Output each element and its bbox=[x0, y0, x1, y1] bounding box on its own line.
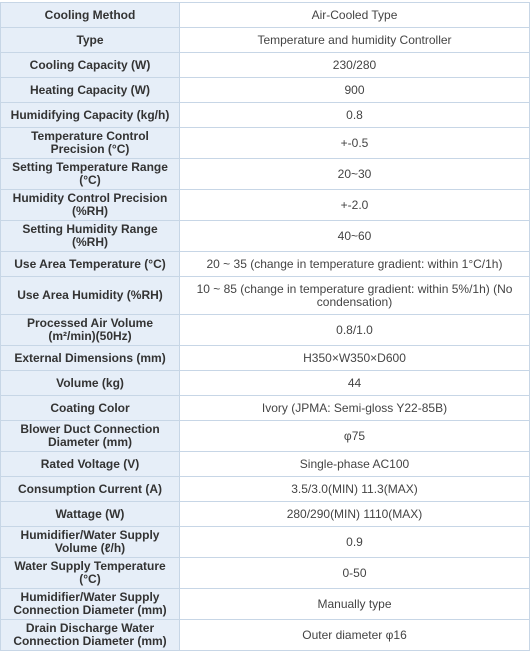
table-row bbox=[1, 421, 530, 452]
table-row bbox=[1, 620, 530, 651]
table-row bbox=[1, 315, 530, 346]
table-row bbox=[1, 103, 530, 128]
spec-label: External Dimensions (mm) bbox=[1, 346, 180, 371]
spec-value: +-2.0 bbox=[180, 190, 530, 221]
table-row bbox=[1, 128, 530, 159]
spec-value: 230/280 bbox=[180, 53, 530, 78]
spec-label: Heating Capacity (W) bbox=[1, 78, 180, 103]
spec-value: 20 ~ 35 (change in temperature gradient: within 1°C/1h) bbox=[180, 252, 530, 277]
table-row bbox=[1, 221, 530, 252]
spec-value: Outer diameter φ16 bbox=[180, 620, 530, 651]
spec-label: Cooling Capacity (W) bbox=[1, 53, 180, 78]
spec-table bbox=[0, 2, 530, 651]
spec-value: 0.9 bbox=[180, 527, 530, 558]
table-row bbox=[1, 371, 530, 396]
table-row bbox=[1, 502, 530, 527]
spec-label: Water Supply Temperature (°C) bbox=[1, 558, 180, 589]
spec-label: Humidifier/Water Supply Volume (ℓ/h) bbox=[1, 527, 180, 558]
spec-label: Consumption Current (A) bbox=[1, 477, 180, 502]
table-row bbox=[1, 190, 530, 221]
spec-label: Wattage (W) bbox=[1, 502, 180, 527]
spec-value: 44 bbox=[180, 371, 530, 396]
spec-label: Coating Color bbox=[1, 396, 180, 421]
table-row bbox=[1, 477, 530, 502]
table-row bbox=[1, 159, 530, 190]
table-row bbox=[1, 53, 530, 78]
spec-label: Humidifying Capacity (kg/h) bbox=[1, 103, 180, 128]
spec-value: 20~30 bbox=[180, 159, 530, 190]
spec-value: Manually type bbox=[180, 589, 530, 620]
spec-value: 0-50 bbox=[180, 558, 530, 589]
table-row bbox=[1, 28, 530, 53]
spec-label: Cooling Method bbox=[1, 3, 180, 28]
table-row bbox=[1, 452, 530, 477]
spec-label: Humidity Control Precision (%RH) bbox=[1, 190, 180, 221]
spec-value: 900 bbox=[180, 78, 530, 103]
spec-value: φ75 bbox=[180, 421, 530, 452]
table-row bbox=[1, 346, 530, 371]
spec-value: Single-phase AC100 bbox=[180, 452, 530, 477]
spec-value: H350×W350×D600 bbox=[180, 346, 530, 371]
spec-label: Setting Temperature Range (°C) bbox=[1, 159, 180, 190]
table-row bbox=[1, 3, 530, 28]
table-row bbox=[1, 527, 530, 558]
spec-label: Temperature Control Precision (°C) bbox=[1, 128, 180, 159]
spec-value: 0.8 bbox=[180, 103, 530, 128]
spec-label: Volume (kg) bbox=[1, 371, 180, 396]
table-row bbox=[1, 558, 530, 589]
spec-value: 0.8/1.0 bbox=[180, 315, 530, 346]
spec-label: Blower Duct Connection Diameter (mm) bbox=[1, 421, 180, 452]
spec-value: 40~60 bbox=[180, 221, 530, 252]
spec-label: Type bbox=[1, 28, 180, 53]
table-row bbox=[1, 396, 530, 421]
table-row bbox=[1, 589, 530, 620]
spec-label: Use Area Humidity (%RH) bbox=[1, 277, 180, 315]
table-row bbox=[1, 252, 530, 277]
spec-label: Setting Humidity Range (%RH) bbox=[1, 221, 180, 252]
spec-value: Air-Cooled Type bbox=[180, 3, 530, 28]
spec-value: Ivory (JPMA: Semi-gloss Y22-85B) bbox=[180, 396, 530, 421]
spec-label: Rated Voltage (V) bbox=[1, 452, 180, 477]
spec-value: 280/290(MIN) 1110(MAX) bbox=[180, 502, 530, 527]
spec-label: Use Area Temperature (°C) bbox=[1, 252, 180, 277]
spec-table-body bbox=[1, 3, 530, 651]
spec-label: Processed Air Volume (m²/min)(50Hz) bbox=[1, 315, 180, 346]
spec-value: 10 ~ 85 (change in temperature gradient: within 5%/1h) (No condensation) bbox=[180, 277, 530, 315]
spec-label: Humidifier/Water Supply Connection Diameter (mm) bbox=[1, 589, 180, 620]
table-row bbox=[1, 78, 530, 103]
spec-label: Drain Discharge Water Connection Diameter (mm) bbox=[1, 620, 180, 651]
table-row bbox=[1, 277, 530, 315]
spec-value: Temperature and humidity Controller bbox=[180, 28, 530, 53]
spec-value: 3.5/3.0(MIN) 11.3(MAX) bbox=[180, 477, 530, 502]
spec-value: +-0.5 bbox=[180, 128, 530, 159]
